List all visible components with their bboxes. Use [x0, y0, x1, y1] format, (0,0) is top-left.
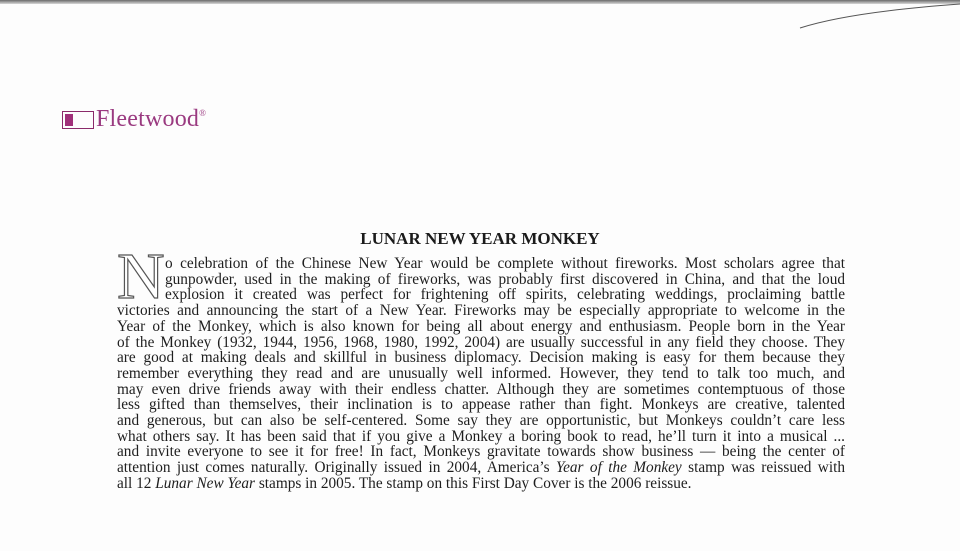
text-run: explosion it created was perfect for frightening off spirits, celebrating weddings, proclaiming battle: [165, 286, 845, 304]
logo-square-icon: [62, 111, 94, 129]
text-run: stamps in 2005. The stamp on this First Day Cover is the 2006 reissue.: [255, 474, 692, 492]
text-run: of the Monkey (1932, 1944, 1956, 1968, 1980, 1992, 2004) are usually successful in any field they choose. They: [117, 333, 845, 351]
text-run: and invite everyone to see it for free! In fact, Monkeys gravitate towards show business — being the center of: [117, 443, 845, 461]
body-line: [117, 444, 845, 460]
body-line: [117, 429, 845, 445]
body-line: [117, 413, 845, 429]
drop-cap: N: [117, 240, 165, 313]
article-title: LUNAR NEW YEAR MONKEY: [360, 229, 600, 248]
body-line: [117, 460, 845, 476]
body-line: [117, 335, 845, 351]
text-run: stamp was reissued with: [681, 459, 846, 477]
envelope-flap-edge: [780, 0, 960, 40]
body-line: [165, 256, 845, 272]
body-line: [117, 319, 845, 335]
text-run: less gifted than themselves, their inclination is to appease rather than fight. Monkeys are creative, talented: [117, 396, 845, 414]
italic-title: Lunar New Year: [155, 474, 255, 492]
text-run: may even drive friends away with their endless chatter. Although they are sometimes contemptuous of those: [117, 380, 845, 398]
text-run: and generous, but can also be self-centered. Some say they are opportunistic, but Monkeys couldn’t care less: [117, 412, 845, 430]
body-line: [117, 382, 845, 398]
text-run: what others say. It has been said that if you give a Monkey a boring book to read, he’ll turn it into a musical ...: [117, 427, 845, 445]
italic-title: Year of the Monkey: [556, 459, 682, 477]
text-run: o celebration of the Chinese New Year would be complete without fireworks. Most scholars agree that: [165, 255, 845, 272]
brand-name: Fleetwood®: [96, 106, 207, 132]
text-run: remember everything they read and are unusually well informed. However, they tend to talk too much, and: [117, 364, 845, 382]
text-run: all 12: [117, 474, 156, 492]
article-body: [117, 256, 845, 492]
body-line: [165, 272, 845, 288]
body-line: [117, 366, 845, 382]
body-line: [117, 397, 845, 413]
body-line: [117, 303, 845, 319]
body-line: [117, 350, 845, 366]
text-run: are good at making deals and skillful in business diplomacy. Decision making is easy for them because they: [117, 349, 845, 367]
text-run: gunpowder, used in the making of fireworks, was probably first discovered in China, and that the loud: [165, 270, 845, 288]
body-line: [117, 476, 845, 492]
text-run: Year of the Monkey, which is also known for being all about energy and enthusiasm. People born in the Year: [117, 317, 845, 335]
fleetwood-logo: [62, 106, 206, 133]
text-run: victories and announcing the start of a New Year. Fireworks may be especially appropriate to welcome in the: [117, 302, 845, 320]
body-line: [165, 287, 845, 303]
text-run: attention just comes naturally. Originally issued in 2004, America’s: [117, 459, 557, 477]
